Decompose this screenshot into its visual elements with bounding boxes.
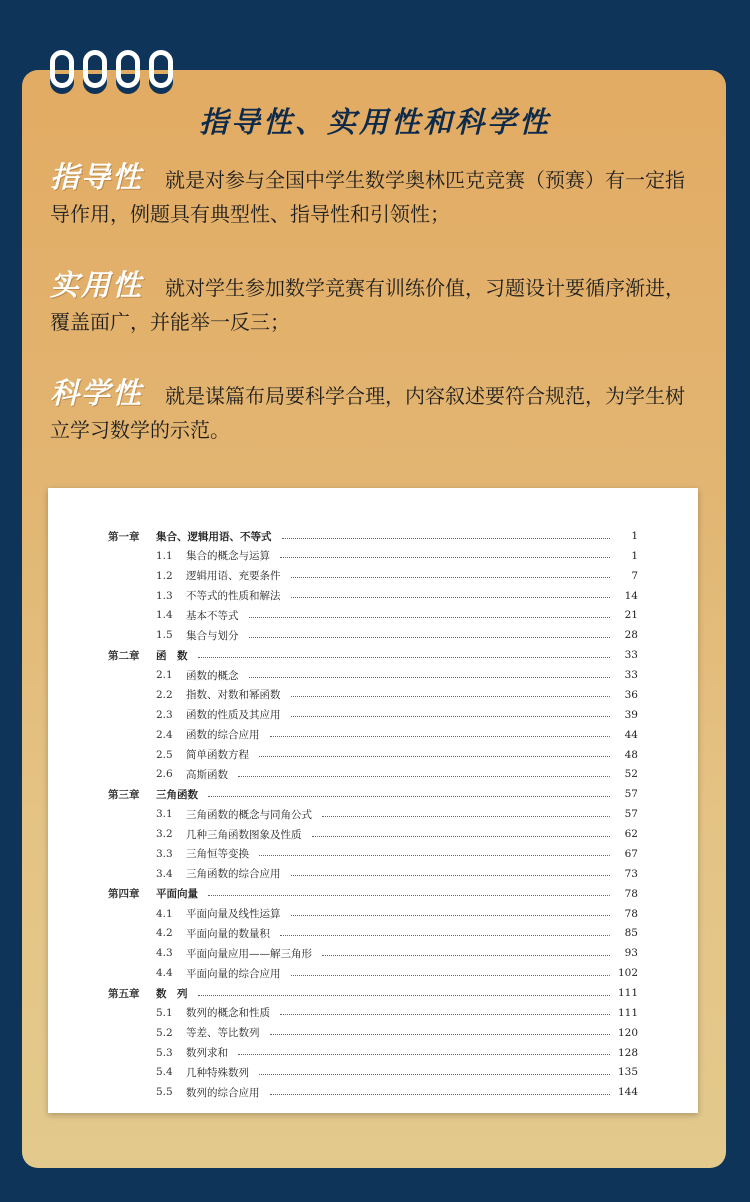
- toc-number: 3.4: [156, 867, 173, 880]
- toc-title: 平面向量: [156, 888, 198, 901]
- toc-number: 第三章: [108, 788, 140, 801]
- toc-title: 指数、对数和幂函数: [186, 689, 281, 702]
- toc-page-number: 135: [617, 1066, 638, 1079]
- toc-number: 4.3: [156, 947, 173, 960]
- toc-page-number: 1: [631, 549, 638, 562]
- toc-leader-dots: [208, 895, 610, 896]
- toc-leader-dots: [238, 776, 610, 777]
- binder-rings: [50, 50, 180, 96]
- toc-section-row: [156, 685, 638, 705]
- feature-keyword: 指导性: [50, 160, 144, 194]
- toc-number: 4.1: [156, 907, 173, 920]
- toc-number: 2.3: [156, 708, 173, 721]
- toc-page-number: 128: [617, 1046, 638, 1059]
- toc-leader-dots: [280, 1014, 610, 1015]
- toc-title: 平面向量的综合应用: [186, 967, 281, 980]
- toc-number: 1.4: [156, 609, 173, 622]
- toc-leader-dots: [312, 836, 611, 837]
- toc-section-row: [156, 824, 638, 844]
- toc-number: 5.3: [156, 1046, 173, 1059]
- toc-number: 5.1: [156, 1006, 173, 1019]
- toc-number: 1.1: [156, 549, 173, 562]
- toc-page-number: 67: [624, 847, 638, 860]
- toc-title: 函数的概念: [186, 669, 239, 682]
- toc-leader-dots: [259, 855, 610, 856]
- toc-page-number: 120: [617, 1026, 638, 1039]
- toc-title: 几种三角函数图象及性质: [186, 828, 302, 841]
- toc-leader-dots: [291, 696, 611, 697]
- toc-page-number: 111: [617, 987, 638, 999]
- toc-leader-dots: [291, 716, 611, 717]
- toc-page-number: 57: [624, 808, 638, 821]
- toc-number: 1.3: [156, 589, 173, 602]
- page-heading: 指导性、实用性和科学性: [198, 105, 551, 139]
- toc-title: 逻辑用语、充要条件: [186, 570, 281, 583]
- toc-page-number: 39: [624, 708, 638, 721]
- toc-leader-dots: [208, 796, 610, 797]
- feature-keyword: 科学性: [50, 376, 144, 410]
- table-of-contents: [48, 488, 698, 1113]
- toc-section-row: [156, 1082, 638, 1102]
- feature-paragraph: [50, 160, 700, 231]
- toc-leader-dots: [280, 935, 610, 936]
- toc-leader-dots: [249, 637, 611, 638]
- toc-title: 函数的性质及其应用: [186, 709, 281, 722]
- toc-number: 2.1: [156, 669, 173, 682]
- toc-number: 第一章: [108, 530, 140, 543]
- toc-section-row: [156, 943, 638, 963]
- toc-chapter-row: [108, 645, 638, 665]
- feature-text: 就对学生参加数学竞赛有训练价值，习题设计要循序渐进，覆盖面广，并能举一反三；: [50, 276, 686, 334]
- toc-number: 2.4: [156, 728, 173, 741]
- toc-page-number: 48: [624, 748, 638, 761]
- toc-section-row: [156, 745, 638, 765]
- toc-page-number: 21: [624, 609, 638, 622]
- toc-leader-dots: [322, 955, 610, 956]
- toc-page-number: 1: [631, 530, 638, 542]
- ring-icon: [116, 50, 140, 88]
- toc-title: 三角函数的综合应用: [186, 868, 281, 881]
- toc-section-row: [156, 963, 638, 983]
- toc-chapter-row: [108, 884, 638, 904]
- toc-leader-dots: [270, 1094, 611, 1095]
- toc-leader-dots: [291, 875, 611, 876]
- toc-title: 数列求和: [186, 1047, 228, 1060]
- toc-chapter-row: [108, 983, 638, 1003]
- toc-page-number: 33: [624, 649, 638, 662]
- toc-section-row: [156, 804, 638, 824]
- toc-leader-dots: [270, 736, 611, 737]
- toc-page-number: 144: [617, 1086, 638, 1099]
- toc-number: 3.2: [156, 828, 173, 841]
- toc-leader-dots: [259, 1074, 610, 1075]
- toc-chapter-row: [108, 784, 638, 804]
- toc-number: 4.4: [156, 967, 173, 980]
- toc-number: 第五章: [108, 987, 140, 1000]
- toc-number: 5.5: [156, 1086, 173, 1099]
- feature-text: 就是谋篇布局要科学合理，内容叙述要符合规范，为学生树立学习数学的示范。: [50, 384, 686, 442]
- toc-page-number: 57: [624, 788, 638, 801]
- toc-section-row: [156, 1023, 638, 1043]
- toc-number: 2.5: [156, 748, 173, 761]
- toc-section-row: [156, 566, 638, 586]
- toc-section-row: [156, 1062, 638, 1082]
- feature-keyword: 实用性: [50, 268, 144, 302]
- toc-title: 集合与划分: [186, 629, 239, 642]
- toc-page-number: 93: [624, 947, 638, 960]
- toc-page-number: 102: [617, 967, 638, 980]
- toc-number: 5.2: [156, 1026, 173, 1039]
- toc-page-number: 28: [624, 629, 638, 642]
- toc-leader-dots: [249, 617, 611, 618]
- toc-page-number: 73: [624, 867, 638, 880]
- toc-section-row: [156, 1003, 638, 1023]
- toc-title: 数列的概念和性质: [186, 1007, 270, 1020]
- toc-page-number: 78: [624, 907, 638, 920]
- toc-title: 几种特殊数列: [186, 1066, 249, 1079]
- toc-chapter-row: [108, 526, 638, 546]
- ring-icon: [149, 50, 173, 88]
- toc-title: 等差、等比数列: [186, 1027, 260, 1040]
- toc-number: 3.1: [156, 808, 173, 821]
- toc-page-number: 44: [624, 728, 638, 741]
- toc-title: 函 数: [156, 649, 188, 662]
- toc-title: 平面向量的数量积: [186, 927, 270, 940]
- toc-page-number: 33: [624, 669, 638, 682]
- feature-paragraph: [50, 268, 700, 339]
- toc-leader-dots: [198, 657, 611, 658]
- toc-section-row: [156, 725, 638, 745]
- toc-section-row: [156, 705, 638, 725]
- toc-title: 平面向量及线性运算: [186, 908, 281, 921]
- toc-section-row: [156, 923, 638, 943]
- ring-icon: [83, 50, 107, 88]
- toc-leader-dots: [270, 1034, 611, 1035]
- feature-paragraph: [50, 376, 700, 447]
- toc-title: 数列的综合应用: [186, 1086, 260, 1099]
- toc-section-row: [156, 625, 638, 645]
- toc-page-number: 36: [624, 688, 638, 701]
- toc-title: 不等式的性质和解法: [186, 590, 281, 603]
- toc-section-row: [156, 864, 638, 884]
- ring-icon: [50, 50, 74, 88]
- toc-section-row: [156, 1043, 638, 1063]
- toc-title: 函数的综合应用: [186, 729, 260, 742]
- toc-section-row: [156, 605, 638, 625]
- toc-section-row: [156, 844, 638, 864]
- toc-leader-dots: [198, 995, 611, 996]
- toc-page-number: 14: [624, 589, 638, 602]
- toc-page-number: 62: [624, 828, 638, 841]
- toc-leader-dots: [291, 975, 611, 976]
- toc-title: 三角函数的概念与同角公式: [186, 808, 312, 821]
- toc-number: 第四章: [108, 888, 140, 901]
- toc-leader-dots: [291, 915, 611, 916]
- toc-number: 1.2: [156, 569, 173, 582]
- toc-leader-dots: [238, 1054, 610, 1055]
- toc-number: 1.5: [156, 629, 173, 642]
- toc-title: 简单函数方程: [186, 749, 249, 762]
- toc-title: 高斯函数: [186, 768, 228, 781]
- toc-leader-dots: [282, 538, 611, 539]
- toc-page-number: 85: [624, 927, 638, 940]
- toc-section-row: [156, 546, 638, 566]
- toc-page-number: 111: [617, 1006, 638, 1019]
- toc-page-number: 7: [631, 569, 638, 582]
- toc-title: 集合的概念与运算: [186, 550, 270, 563]
- toc-title: 数 列: [156, 987, 188, 1000]
- toc-section-row: [156, 904, 638, 924]
- toc-section-row: [156, 764, 638, 784]
- feature-text: 就是对参与全国中学生数学奥林匹克竞赛（预赛）有一定指导作用，例题具有典型性、指导性和引领性；: [50, 168, 686, 226]
- toc-title: 三角函数: [156, 788, 198, 801]
- toc-leader-dots: [280, 557, 610, 558]
- toc-number: 5.4: [156, 1066, 173, 1079]
- toc-title: 平面向量应用——解三角形: [186, 947, 312, 960]
- toc-number: 4.2: [156, 927, 173, 940]
- toc-number: 3.3: [156, 847, 173, 860]
- toc-leader-dots: [249, 677, 611, 678]
- toc-section-row: [156, 665, 638, 685]
- toc-leader-dots: [291, 597, 611, 598]
- toc-number: 2.2: [156, 688, 173, 701]
- toc-leader-dots: [322, 816, 610, 817]
- toc-title: 集合、逻辑用语、不等式: [156, 530, 272, 543]
- toc-leader-dots: [291, 577, 611, 578]
- toc-number: 2.6: [156, 768, 173, 781]
- toc-page-number: 52: [624, 768, 638, 781]
- toc-page-number: 78: [624, 887, 638, 900]
- toc-number: 第二章: [108, 649, 140, 662]
- toc-title: 基本不等式: [186, 609, 239, 622]
- toc-title: 三角恒等变换: [186, 848, 249, 861]
- toc-section-row: [156, 586, 638, 606]
- toc-leader-dots: [259, 756, 610, 757]
